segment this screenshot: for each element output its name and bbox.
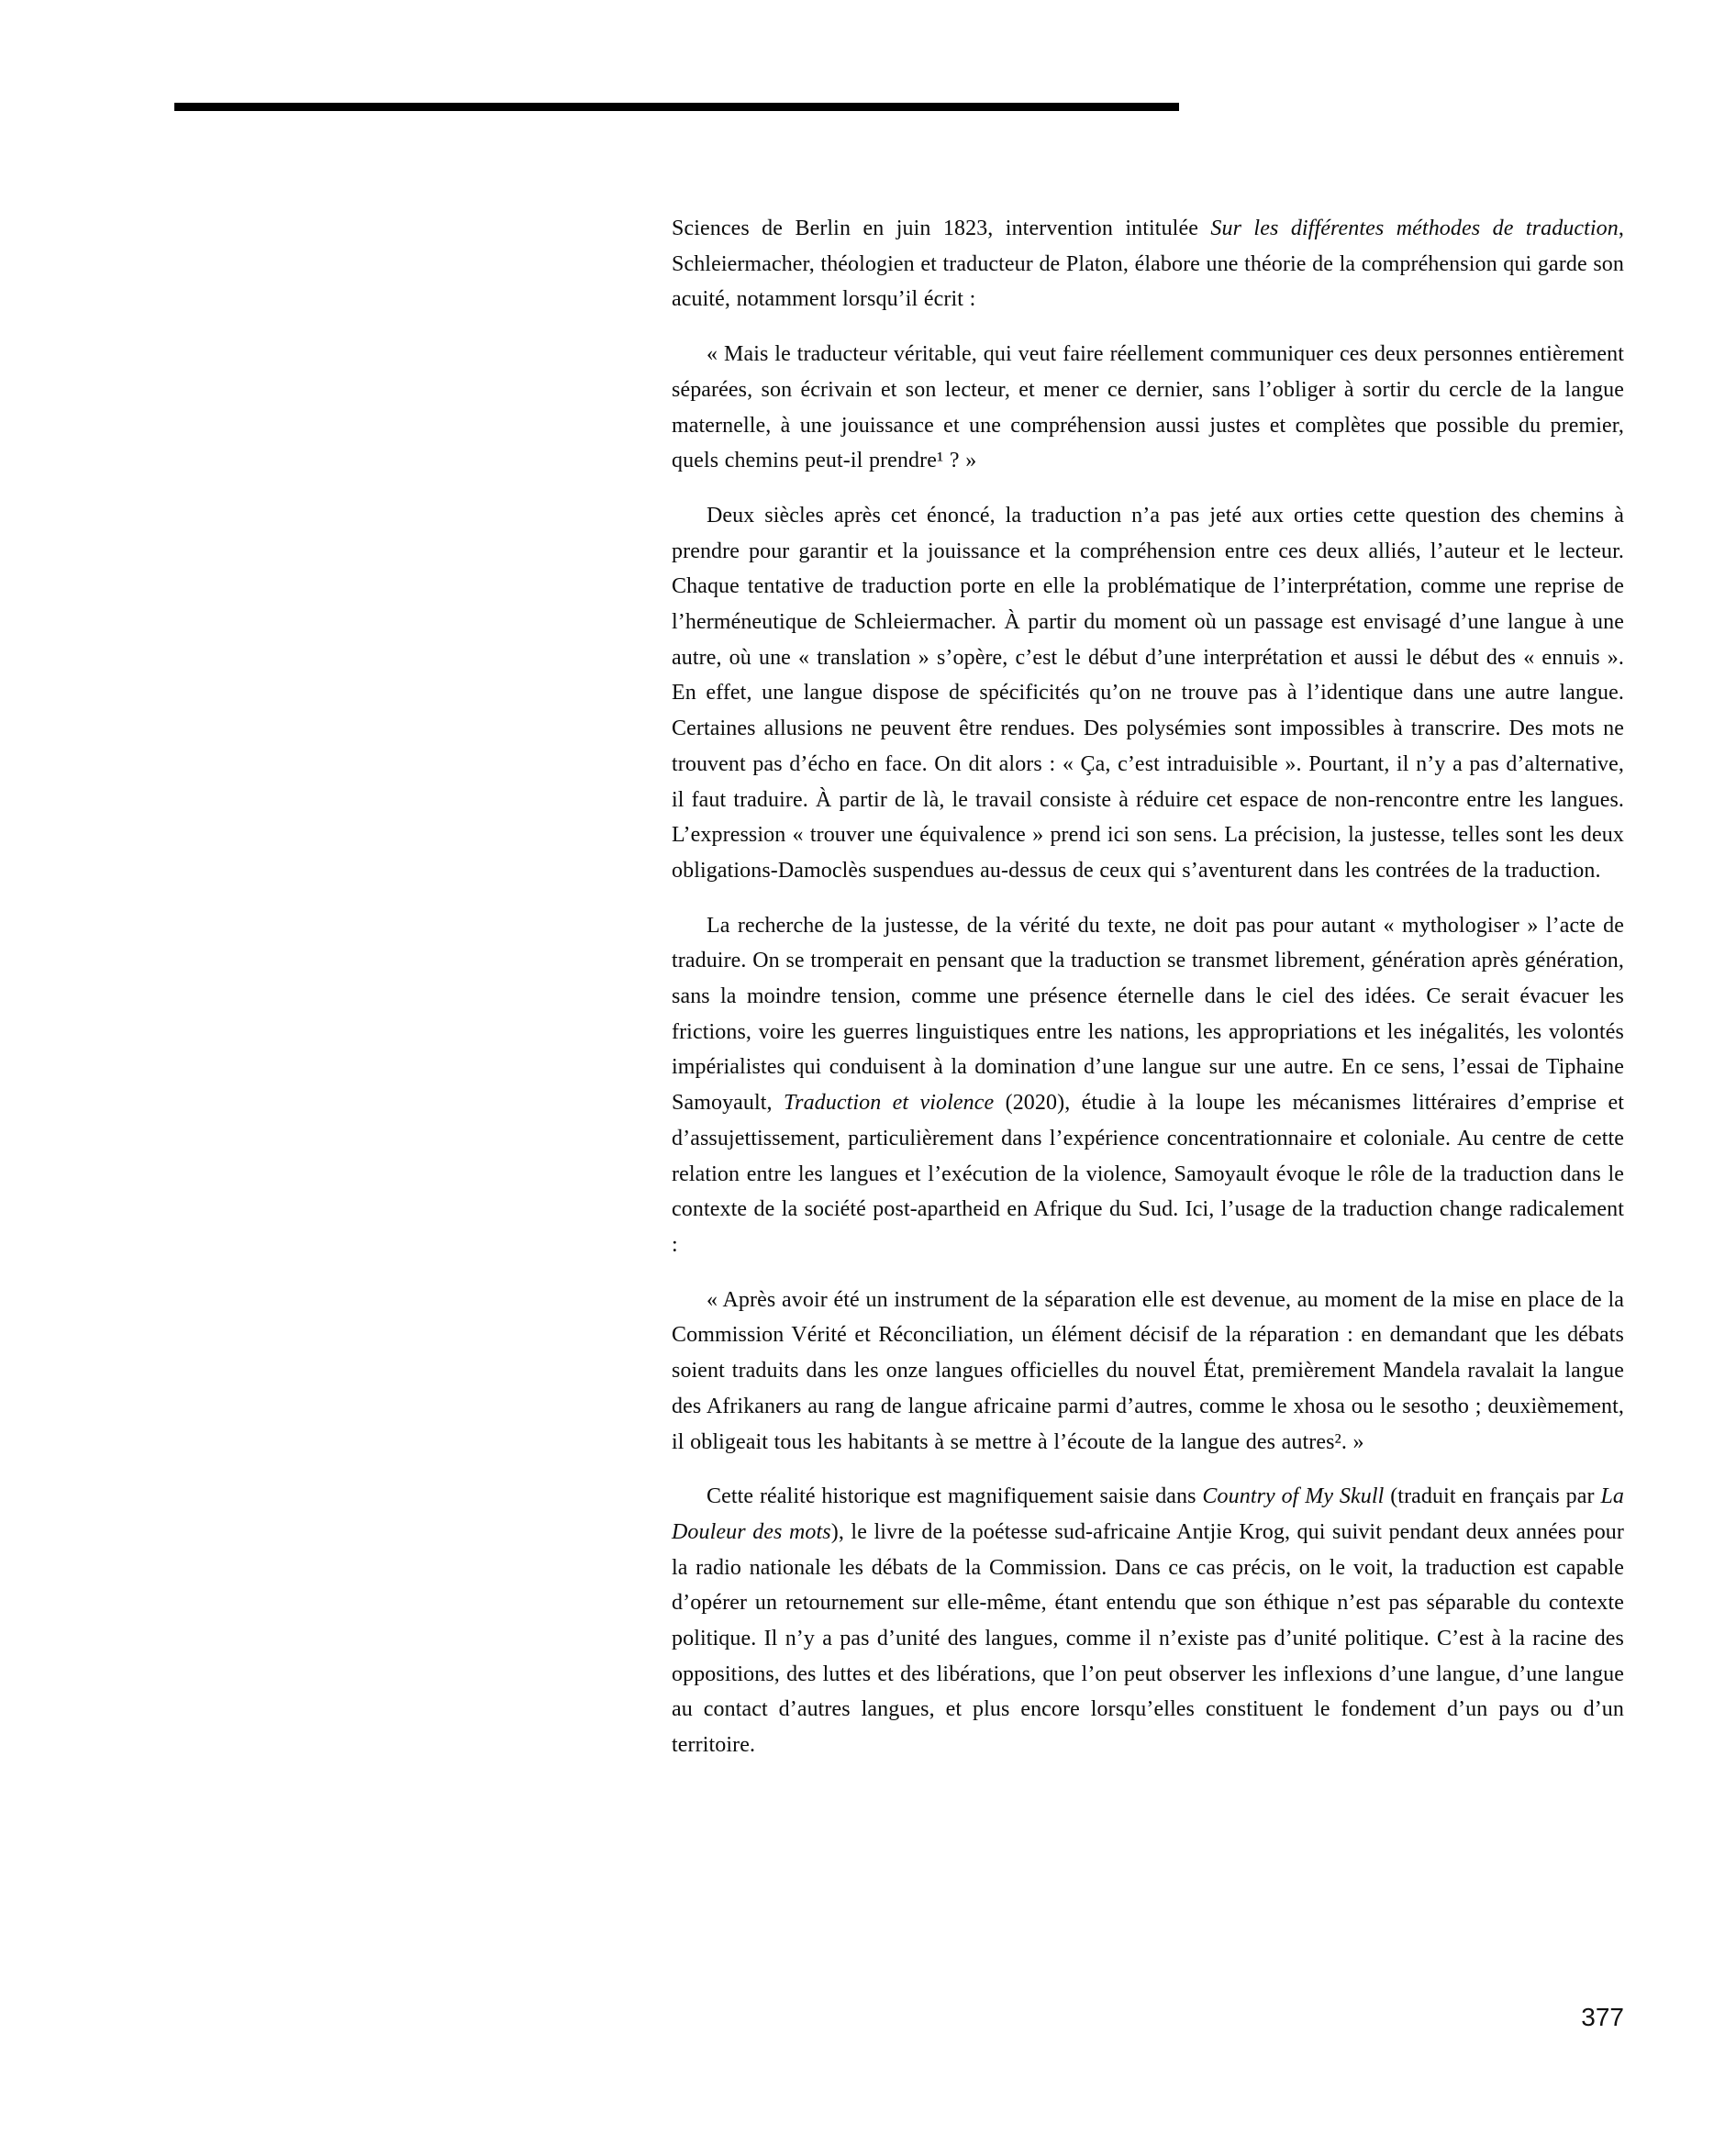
paragraph: [672, 908, 1624, 1263]
paragraph: [672, 211, 1624, 317]
page-number: 377: [1581, 2003, 1624, 2031]
text-column: [672, 211, 1624, 1783]
text-segment: Cette réalité historique est magnifiquement saisie dans: [707, 1484, 1203, 1509]
text-segment: Sciences de Berlin en juin 1823, intervention intitulée: [672, 217, 1211, 240]
chapter-header-rule: [174, 103, 1179, 111]
paragraph: [672, 1479, 1624, 1763]
italic-text-segment: Country of My Skull: [1202, 1484, 1385, 1509]
italic-text-segment: La Douleur des mots: [672, 1484, 1624, 1544]
text-segment: La recherche de la justesse, de la vérité du texte, ne doit pas pour autant « mythologiser » l’acte de traduire. On se tromperait en pensant que la traduction se transmet librement, génération après génération, sans la moindre tension, comme une présence éternelle dans le ciel des idées. Ce serait évacuer les frictions, voire les guerres linguistiques entre les nations, les appropriations et les inégalités, les volontés impérialistes qui conduisent à la domination d’une langue sur une autre. En ce sens, l’essai de Tiphaine Samoyault,: [672, 913, 1624, 1116]
text-segment: ), le livre de la poétesse sud-africaine Antjie Krog, qui suivit pendant deux années pour la radio nationale les débats de la Commission. Dans ce cas précis, on le voit, la traduction est capable d’opérer un retournement sur elle-même, étant entendu que son éthique n’est pas séparable du contexte politique. Il n’y a pas d’unité des langues, comme il n’existe pas d’unité politique. C’est à la racine des oppositions, des luttes et des libérations, que l’on peut observer les inflexions d’une langue, d’une langue au contact d’autres langues, et plus encore lorsqu’elles constituent le fondement d’un pays ou d’un territoire.: [672, 1519, 1624, 1758]
block-quote: [672, 1283, 1624, 1461]
text-segment: « Après avoir été un instrument de la séparation elle est devenue, au moment de la mise en place de la Commission Vérité et Réconciliation, un élément décisif de la réparation : en demandant que les débats soient traduits dans les onze langues officielles du nouvel État, premièrement Mandela ravalait la langue des Afrikaners au rang de langue africaine parmi d’autres, comme le xhosa ou le sesotho ; deuxièmement, il obligeait tous les habitants à se mettre à l’écoute de la langue des autres². »: [672, 1287, 1624, 1454]
italic-text-segment: Traduction et violence: [784, 1091, 995, 1116]
paragraph: [672, 498, 1624, 889]
italic-text-segment: Sur les différentes méthodes de traduction: [1210, 217, 1619, 240]
text-segment: « Mais le traducteur véritable, qui veut faire réellement communiquer ces deux personnes entièrement séparées, son écrivain et son lecteur, et mener ce dernier, sans l’obliger à sortir du cercle de la langue maternelle, à une jouissance et une compréhension aussi justes et complètes que possible du premier, quels chemins peut-il prendre¹ ? »: [672, 342, 1624, 473]
block-quote: [672, 337, 1624, 479]
text-segment: (traduit en français par: [1384, 1484, 1601, 1509]
text-segment: Deux siècles après cet énoncé, la traduction n’a pas jeté aux orties cette question des chemins à prendre pour garantir et la jouissance et la compréhension entre ces deux alliés, l’auteur et le lecteur. Chaque tentative de traduction porte en elle la problématique de l’interprétation, comme une reprise de l’herméneutique de Schleiermacher. À partir du moment où un passage est envisagé d’une langue à une autre, où une « translation » s’opère, c’est le début d’une interprétation et aussi le début des « ennuis ». En effet, une langue dispose de spécificités qu’on ne trouve pas à l’identique dans une autre langue. Certaines allusions ne peuvent être rendues. Des polysémies sont impossibles à transcrire. Des mots ne trouvent pas d’écho en face. On dit alors : « Ça, c’est intraduisible ». Pourtant, il n’y a pas d’alternative, il faut traduire. À partir de là, le travail consiste à réduire cet espace de non-rencontre entre les langues. L’expression « trouver une équivalence » prend ici son sens. La précision, la justesse, telles sont les deux obligations-Damoclès suspendues au-dessus de ceux qui s’aventurent dans les contrées de la traduction.: [672, 503, 1624, 883]
text-segment: , Schleiermacher, théologien et traducteur de Platon, élabore une théorie de la compréhension qui garde son acuité, notamment lorsqu’il écrit :: [672, 217, 1624, 312]
text-segment: (2020), étudie à la loupe les mécanismes littéraires d’emprise et d’assujettissement, particulièrement dans l’expérience concentrationnaire et coloniale. Au centre de cette relation entre les langues et l’exécution de la violence, Samoyault évoque le rôle de la traduction dans le contexte de la société post-apartheid en Afrique du Sud. Ici, l’usage de la traduction change radicalement :: [672, 1091, 1624, 1257]
